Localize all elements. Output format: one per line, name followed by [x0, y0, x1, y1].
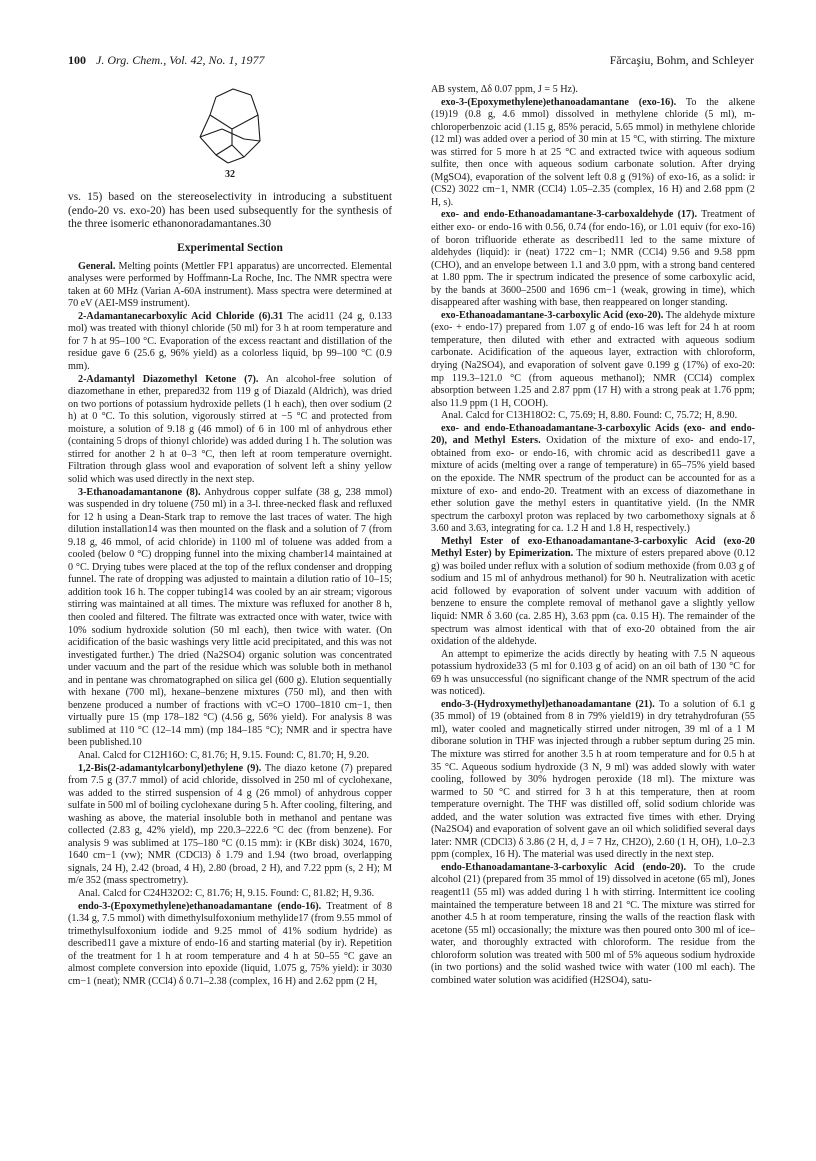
left-paragraphs — [68, 261, 392, 989]
paragraph-epimerize-attempt: An attempt to epimerize the acids directly by heating with 7.5 N aqueous potassium hydroxide33 (5 ml for 0.103 g of acid) on an oil bath of 130 °C for 69 h was unsuccessful (no significant change of the NMR spectrum of the acid was noticed). — [431, 648, 755, 698]
running-head-left — [68, 53, 265, 68]
paragraph-acid-chloride: 2-Adamantanecarboxylic Acid Chloride (6).31 The acid11 (24 g, 0.133 mol) was treated with thionyl chloride (50 ml) for 3 h at room temperature and for 7 h at 95–100 °C. Evaporation of the excess reactant and distillation of the residue gave 6 (25.6 g, 96% yield) as a colorless liquid, bp 99–100 °C (0.9 mm). — [68, 310, 392, 373]
paragraph-endo-16: endo-3-(Epoxymethylene)ethanoadamantane (endo-16). Treatment of 8 (1.34 g, 7.5 mmol) with dimethylsulfoxonium methylide17 (from 9.55 mmol of trimethylsulfoxonium iodide and 9.25 mmol of 41% sodium hydride) as described11 gave a mixture of endo-16 and starting material (by ir). Repetition of the treatment for 1 h at room temperature and 4 h at 50–55 °C gave an almost complete conversion into epoxide (liquid, 1.075 g, 75% yield): ir 3030 cm−1 (neat); NMR (CCl4) δ 0.71–2.38 (complex, 16 H) and 2.62 ppm (2 H, — [68, 900, 393, 987]
journal-citation: J. Org. Chem., Vol. 42, No. 1, 1977 — [96, 53, 265, 67]
paragraph-hydroxymethyl: endo-3-(Hydroxymethyl)ethanoadamantane (21). To a solution of 6.1 g (35 mmol) of 19 (obtained from 8 in 79% yield19) in dry tetrahydrofuran (55 ml), water cooled and magnetically stirred under nitrogen, 39 ml of a 1 M diborane solution in THF was injected through a rubber septum during 25 min. The mixture was stirred for another 3.5 h at room temperature and for 0.5 h at 35 °C. Aqueous sodium hydroxide (3 N, 9 ml) was added slowly with water cooling, followed by 30% hydrogen peroxide (18 ml). The mixture was warmed to 50 °C and stirred for 3 h at this temperature, then at room temperature overnight. The THF was distilled off, solid sodium chloride was added, and the water solution was extracted five times with ether. Drying (Na2SO4) and evaporation of solvent gave an oil which solidified several days later: NMR (CDCl3) δ 3.86 (2 H, d, J = 7 Hz, CH2O), 2.60 (1 H, OH), 1.0–2.3 ppm (complex, 16 H). The material was used directly in the next step. — [431, 698, 755, 861]
paragraph-exo-20: exo-Ethanoadamantane-3-carboxylic Acid (exo-20). The aldehyde mixture (exo- + endo-17) prepared from 1.07 g of endo-16 was left for 24 h at room temperature, then diluted with ether and extracted with aqueous sodium carbonate. Acidification of the aqueous layer, extraction with chloroform, drying (Na2SO4), and evaporation of solvent gave 0.199 g (17%) of exo-20: mp 119.3–121.0 °C (from aqueous methanol); NMR (CCl4) complex absorption between 1.25 and 2.87 ppm (17 H) with a strong peak at 1.76 ppm; also 11.9 ppm (1 H, COOH). — [431, 309, 755, 409]
right-column — [431, 84, 755, 987]
section-title: Experimental Section — [177, 242, 283, 255]
paragraph-epimerization: Methyl Ester of exo-Ethanoadamantane-3-carboxylic Acid (exo-20 Methyl Ester) by Epimerization. The mixture of esters prepared above (0.12 g) was boiled under reflux with a solution of sodium methoxide (from 0.03 g of sodium and 15 ml of anhydrous methanol) for 90 h. Neutralization with acetic acid followed by evaporation of solvent under vacuum with addition of benzene to ensure the complete removal of methanol gave a slightly yellow liquid: NMR δ 3.60 (ca. 2.85 H), 3.63 ppm (ca. 0.15 H). The remainder of the spectrum was almost identical with that of exo-20 obtained from the air oxidation of the aldehyde. — [431, 535, 756, 648]
paragraph-ethanoadamantanone: 3-Ethanoadamantanone (8). Anhydrous copper sulfate (38 g, 238 mmol) was suspended in dry toluene (750 ml) in a 3-l. three-necked flask and refluxed for 12 h using a Dean-Stark trap to remove the last traces of water. The high dilution installation14 was then mounted on the flask and a solution of 7 (from 9.18 g, 46 mmol, of acid chloride) in 1100 ml of toluene was added from a cooled (below 0 °C) dropping funnel into the mixing chamber14 maintained at 0 °C. Drying tubes were placed at the top of the reflux condenser and dropping funnel. The rate of dropping was adjusted to maintain a dilution ratio of 10–15; addition took 16 h. The copper tubing14 was cooled by an air stream; vigorous stirring was maintained at all times. The mixture was refluxed for another 8 h, then cooled and filtered. The filtrate was extracted once with water, twice with 10% sodium hydroxide solution (50 ml each), then twice with water. (On acidification of the basic washings very little acid precipitated, and this was not investigated further.) The dried (Na2SO4) organic solution was concentrated under vacuum and the part of the residue which was soluble both in methanol and in pentane was chromatographed on silica gel (600 g). Elution sequentially with hexane (700 ml), hexane–benzene mixtures (750 ml), and then with benzene produced a number of fractions with νC=O 1700–1810 cm−1, then virtually pure 15 (mp 178–182 °C) (4.56 g, 56% yield). For analysis 8 was sublimed at 110 °C (12–14 mm) (mp 184–185 °C); NMR and ir spectra have been published.10 — [68, 486, 392, 749]
ethanoadamantane-structure-diagram — [188, 83, 274, 167]
intro-paragraph: vs. 15) based on the stereoselectivity in introducing a substituent (endo-20 vs. exo-20) has been used subsequently for the synthesis of the three isomeric ethanonoradamantanes.30 — [68, 191, 392, 231]
paragraph-bis-ethylene: 1,2-Bis(2-adamantylcarbonyl)ethylene (9). The diazo ketone (7) prepared from 7.5 g (37.7 mmol) of acid chloride, dissolved in 250 ml of cyclohexane, was added to the stirred suspension of 4 g (26 mmol) of anhydrous copper sulfate in 500 ml of boiling cyclohexane during 5 h. After cooling, filtering, and washing as above, the material insoluble both in methanol and pentane was collected (2.83 g, 42% yield), mp 220.3–222.6 °C dec (from benzene). For analysis 9 was sublimed at 175–180 °C (0.15 mm): ir (KBr disk) 3024, 1670, 1640 cm−1 (vw); NMR (CDCl3) δ 1.79 and 1.94 (two broad, overlapping signals, 24 H), 2.42 (broad, 4 H), 2.80 (broad, 2 H), and 7.22 ppm (s, 2 H); M m/e 352 (mass spectrometry). — [68, 762, 392, 887]
running-head — [68, 53, 754, 69]
page-number: 100 — [68, 53, 86, 67]
paragraph-carboxaldehyde: exo- and endo-Ethanoadamantane-3-carboxaldehyde (17). Treatment of either exo- or endo-16 with 0.56, 0.74 (for endo-16), or 1.01 equiv (for exo-16) of boron trifluoride etherate as described11 led to the same mixture of aldehydes (liquid): ir (neat) 1722 cm−1; NMR (CCl4) 9.56 and 9.58 ppm (CHO), and an envelope between 1.1 and 3.0 ppm, with a strong band centered at 1.80 ppm. The ir spectrum indicated the presence of some carboxylic acid, by the bands at 3600–2500 and 1696 cm−1 (weak, growing in time), which disappeared after washing with base, then reappeared on longer standing. — [431, 209, 755, 309]
paragraph-diazomethyl-ketone: 2-Adamantyl Diazomethyl Ketone (7). An alcohol-free solution of diazomethane in ether, prepared32 from 119 g of Diazald (Aldrich), was dried on two portions of potassium hydroxide pellets (1 h each), then over sodium (2 h) at 0 °C. To this solution, vigorously stirred at −5 °C and protected from moisture, a solution of 9.18 g (46 mmol) of 6 in 100 ml of anhydrous ether (containing 5 drops of thionyl chloride) was added during 1 h. The solution was stirred for another 2 h at 0–3 °C, then left at room temperature overnight. Filtration through glass wool and evaporation of solvent left a shiny yellow solid which was used directly in the next step. — [68, 373, 392, 485]
running-head-authors: Fărcaşiu, Bohm, and Schleyer — [609, 53, 754, 67]
left-column — [68, 83, 392, 988]
intro-paragraph-block — [68, 191, 392, 232]
paragraph-continuation: AB system, Δδ 0.07 ppm, J = 5 Hz). — [431, 84, 578, 95]
paragraph-analysis-8: Anal. Calcd for C12H16O: C, 81.76; H, 9.15. Found: C, 81.70; H, 9.20. — [78, 749, 370, 761]
compound-number-label: 32 — [225, 169, 235, 180]
paragraph-methyl-esters: exo- and endo-Ethanoadamantane-3-carboxylic Acids (exo- and endo-20), and Methyl Esters. Oxidation of the mixture of exo- and endo-17, obtained from exo- or endo-16, with chromic acid as described11 gave a mixture of acids (melting over a range of temperature) in 65–75% yield based on the epoxide. The NMR spectrum of the product can be accounted for as a mixture of exo- and endo-20. Treatment with an excess of diazomethane in ether solution gave the methyl esters in quantitative yield. (In the NMR spectrum the carboxyl proton was replaced by two carbomethoxy signals at δ 3.60 and 3.63, integrating for ca. 1.2 H and 1.8 H, respectively.) — [431, 422, 755, 535]
paragraph-exo-16: exo-3-(Epoxymethylene)ethanoadamantane (exo-16). To the alkene (19)19 (0.8 g, 4.6 mmol) dissolved in methylene chloride (5 ml), m-chloroperbenzoic acid (1.15 g, 85% peracid, 5.65 mmol) in methylene chloride (12 ml) was added over a period of 30 min at 15 °C, with stirring. The mixture was stirred for 5 more h at 25 °C and extracted twice with aqueous sodium sulfite, then once with aqueous sodium carbonate solution. After drying (MgSO4), evaporation of the solvent left 0.8 g (91%) of exo-16, as a solid: ir (CS2) 3022 cm−1, NMR (CCl4) 1.05–2.35 (complex, 16 H) and 2.68 ppm (2 H, s). — [431, 96, 755, 208]
paragraph-general: General. Melting points (Mettler FP1 apparatus) are uncorrected. Elemental analyses were performed by Hoffmann-La Roche, Inc. The NMR spectra were taken at 60 MHz (Varian A-60A instrument). Mass spectra were determined at 70 eV (AEI-MS9 instrument). — [68, 260, 392, 310]
paragraph-analysis-9: Anal. Calcd for C24H32O2: C, 81.76; H, 9.15. Found: C, 81.82; H, 9.36. — [78, 888, 375, 899]
chemical-structure-figure — [68, 83, 392, 183]
paragraph-analysis-exo-20: Anal. Calcd for C13H18O2: C, 75.69; H, 8.80. Found: C, 75.72; H, 8.90. — [441, 410, 738, 422]
paragraph-endo-20: endo-Ethanoadamantane-3-carboxylic Acid (endo-20). To the crude alcohol (21) (prepared from 35 mmol of 19) dissolved in acetone (65 ml), Jones reagent11 (55 ml) was added during 1 h with stirring. Intermittent ice cooling maintained the temperature between 18 and 21 °C. The mixture was stirred for another 4.5 h at room temperature, rinsing the walls of the reaction flask with acetone (55 ml) occasionally; the mixture was then poured onto 300 ml of ice–water, and thoroughly extracted with chloroform. The residue from the chloroform solution was treated with 500 ml of 5% aqueous sodium hydroxide (in two portions) and the solid washed twice with water (100 ml each). The combined water solution was acidified (H2SO4), satu- — [431, 861, 755, 986]
